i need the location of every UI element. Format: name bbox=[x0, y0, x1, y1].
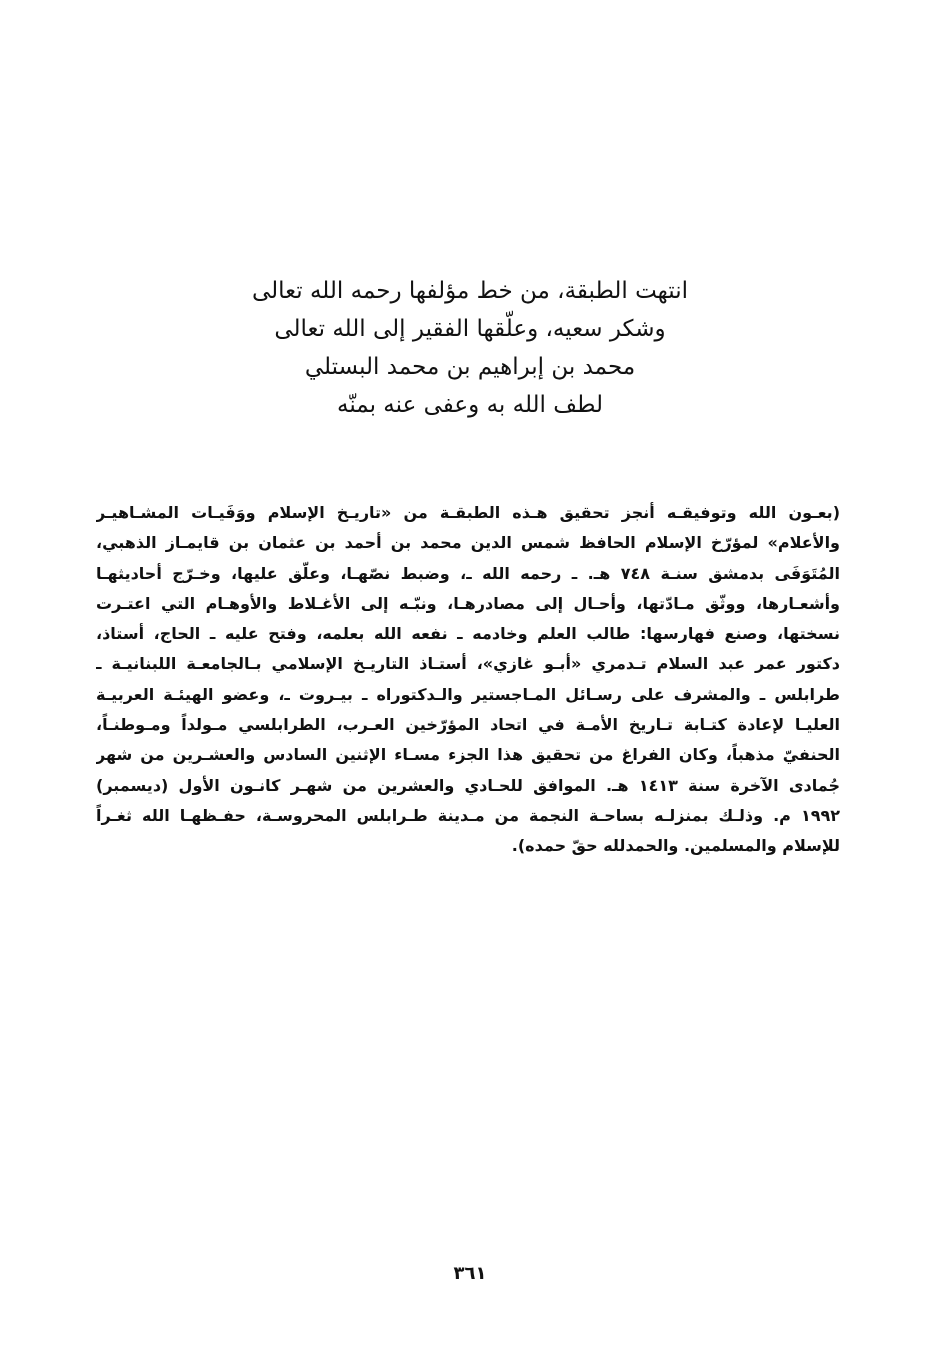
colophon-line: محمد بن إبراهيم بن محمد البستلي bbox=[304, 354, 636, 380]
page-number: ٣٦١ bbox=[453, 1263, 487, 1284]
note-line: الحنفيّ مذهباً، وكان الفراغ من تحقيق هذا الجزء مسـاء الإثنين السادس والعشـرين من شهر bbox=[96, 745, 840, 765]
colophon-line: انتهت الطبقة، من خط مؤلفها رحمه الله تعالى bbox=[251, 278, 688, 304]
note-line: نسختها، وصنع فهارسها: طالب العلم وخادمه ـ نفعه الله بعلمه، وفتح عليه ـ الحاج، أستاذ، bbox=[96, 624, 840, 644]
editor-note-paragraph bbox=[96, 498, 840, 862]
colophon-line: وشكر سعيه، وعلّقها الفقير إلى الله تعالى bbox=[274, 316, 666, 342]
note-line: العليـا لإعادة كتـابة تـاريخ الأمـة في اتحاد المؤرّخين العـرب، الطرابلسي مـولداً ومـوطنـاً، bbox=[96, 715, 840, 735]
note-line: المُتَوَفَى بدمشق سنـة ٧٤٨ هـ. ـ رحمه الله ـ، وضبط نصّهـا، وعلّق عليها، وخـرّج أحاديثهـا bbox=[96, 563, 840, 583]
note-line: دكتور عمر عبد السلام تـدمري «أبـو غازي»، أستـاذ التاريـخ الإسلامي بـالجامعـة اللبنانيـة ـ bbox=[96, 654, 840, 674]
note-line: وأشعـارها، ووثّق مـادّتها، وأحـال إلى مصادرهـا، ونبّـه إلى الأغـلاط والأوهـام التي اعتـرت bbox=[96, 593, 840, 613]
note-line: طرابلس ـ والمشرف على رسـائل المـاجستير والـدكتوراه ـ بيـروت ـ، وعضو الهيئـة العربيـة bbox=[96, 684, 840, 704]
note-line: ١٩٩٢ م. وذلـك بمنزلـه بساحـة النجمة من مـدينة طـرابلس المحروسـة، حفـظهـا الله ثغـراً bbox=[96, 805, 840, 825]
note-line: للإسلام والمسلمين. والحمدلله حقّ حمده). bbox=[511, 836, 840, 856]
note-line: والأعلام» لمؤرّخ الإسلام الحافظ شمس الدين محمد بن أحمد بن عثمان بن قايمـاز الذهبي، bbox=[96, 533, 840, 553]
note-line: جُمادى الآخرة سنة ١٤١٣ هـ. الموافق للحـادي والعشرين من شهـر كانـون الأول (ديسمبر) bbox=[96, 775, 840, 795]
colophon-line: لطف الله به وعفى عنه بمنّه bbox=[337, 392, 603, 418]
note-line: (بعـون الله وتوفيقـه أنجز تحقيق هـذه الطبقـة من «تاريـخ الإسلام ووَفَيـات المشـاهيـر bbox=[96, 503, 840, 522]
colophon-block bbox=[150, 272, 790, 424]
